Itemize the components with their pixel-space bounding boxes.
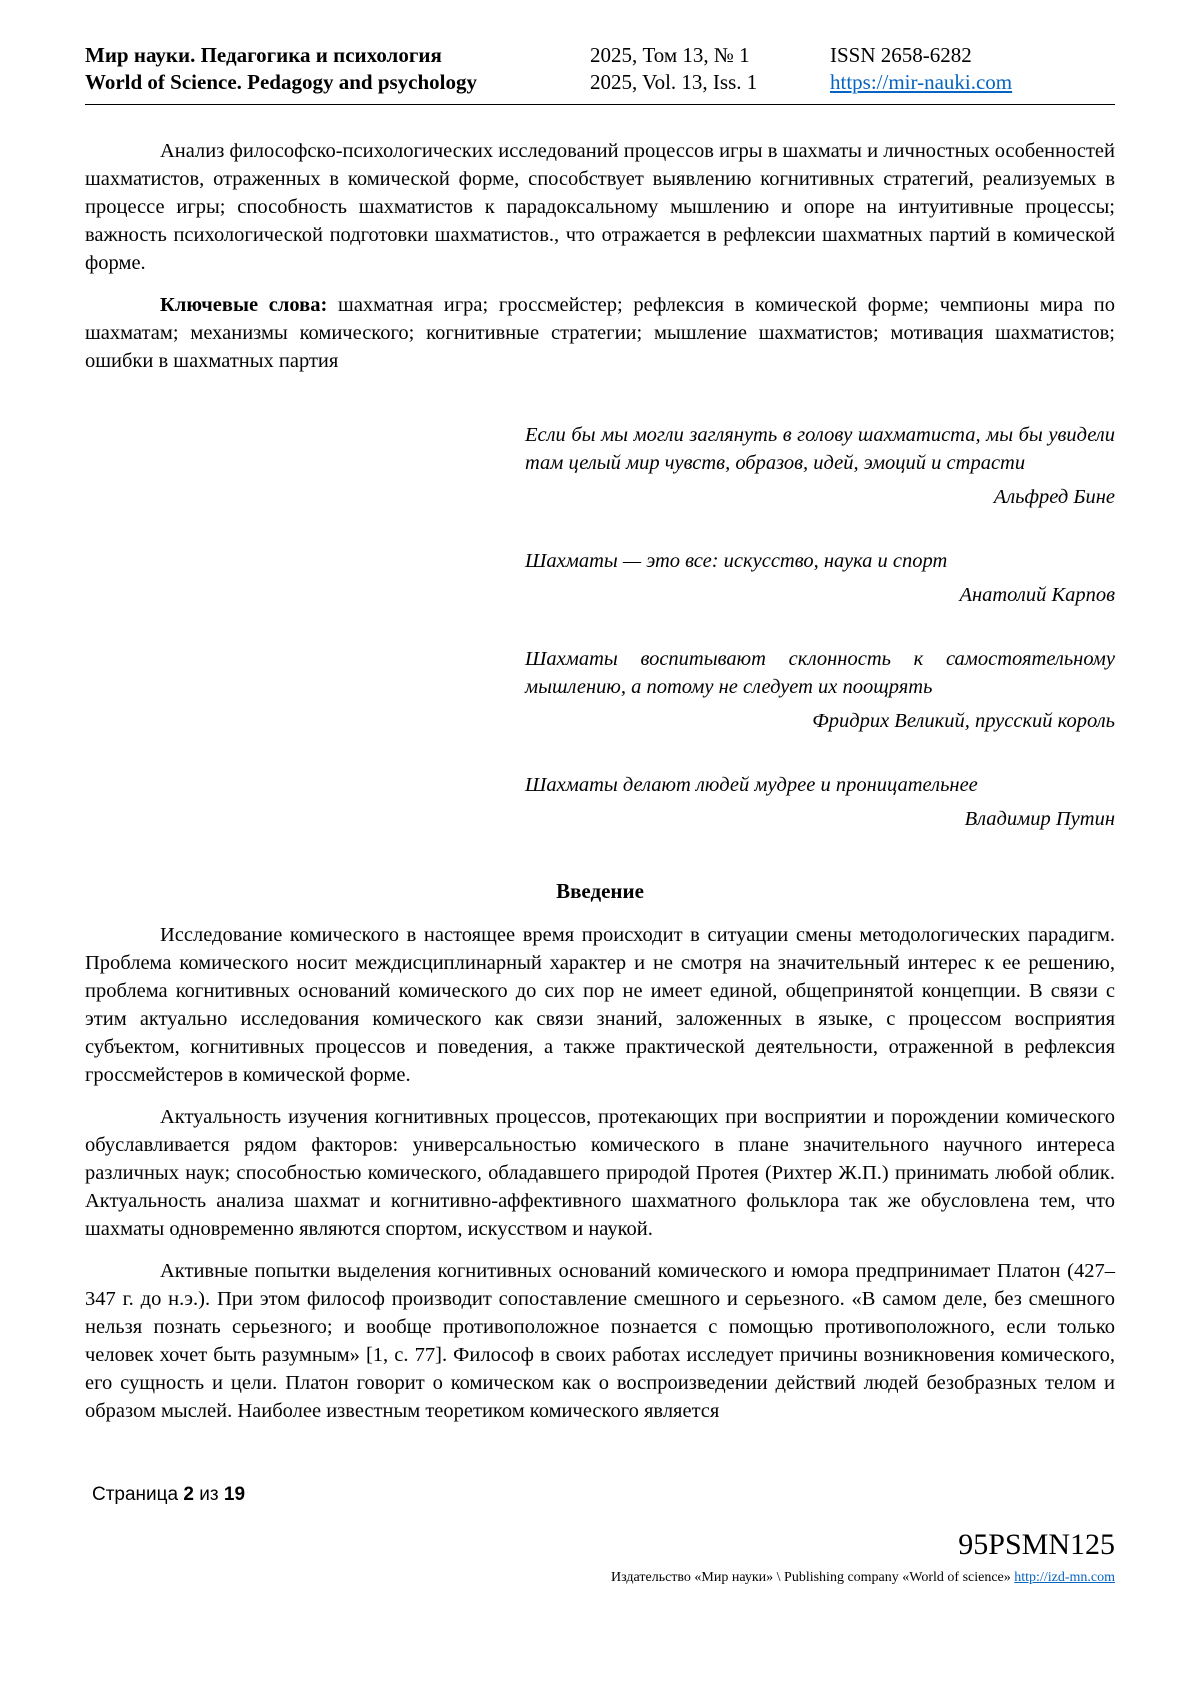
journal-site-link[interactable]: https://mir-nauki.com: [830, 70, 1013, 94]
epigraph-author: Фридрих Великий, прусский король: [812, 710, 1115, 732]
page-of: из: [199, 1484, 219, 1505]
header-divider: [85, 104, 1115, 105]
epigraph-text: Шахматы воспитывают склонность к самостоятельному мышлению, а потому не следует их поощрять: [525, 648, 1115, 698]
page-current: 2: [183, 1484, 194, 1505]
issn-block: [830, 42, 1115, 96]
epigraph-text: Если бы мы могли заглянуть в голову шахматиста, мы бы увидели там целый мир чувств, образов, идей, эмоций и страсти: [525, 424, 1115, 474]
page-total: 19: [223, 1484, 246, 1505]
epigraph-text: Шахматы делают людей мудрее и проницательнее: [525, 774, 978, 796]
publisher-site-link[interactable]: http://izd-mn.com: [1014, 1570, 1115, 1585]
publisher-line: [611, 1570, 1115, 1586]
issue-info-block: [590, 42, 830, 96]
issue-info-ru: 2025, Том 13, № 1: [590, 43, 750, 67]
keywords-label: Ключевые слова:: [160, 294, 328, 316]
epigraph: [525, 645, 1115, 735]
epigraphs-block: [525, 421, 1115, 833]
journal-title-en: World of Science. Pedagogy and psychology: [85, 70, 478, 94]
journal-header: [85, 42, 1115, 96]
page-number-label: [92, 1484, 245, 1506]
section-title-introduction: Введение: [556, 879, 644, 903]
intro-paragraph-1: Исследование комического в настоящее время происходит в ситуации смены методологических парадигм. Проблема комического носит междисциплинарный характер и не смотря на значительный интерес к ее решению, проблема когнитивных оснований комического до сих пор не имеет единой, общепринятой концепции. В связи с этим актуально исследования комического как связи знаний, заложенных в языке, с процессом восприятия субъектом, когнитивных процессов и поведения, а также практической деятельности, отраженной в рефлексия гроссмейстеров в комической форме.: [85, 924, 1115, 1086]
journal-title-ru: Мир науки. Педагогика и психология: [85, 43, 442, 67]
issn-number: ISSN 2658-6282: [830, 43, 972, 67]
issue-info-en: 2025, Vol. 13, Iss. 1: [590, 70, 758, 94]
publisher-text: Издательство «Мир науки» \ Publishing company «World of science»: [611, 1570, 1011, 1585]
intro-paragraph-3: Активные попытки выделения когнитивных оснований комического и юмора предпринимает Платон (427–347 г. до н.э.). При этом философ производит сопоставление смешного и серьезного. «В самом деле, без смешного нельзя познать серьезного; и вообще противоположное познается с помощью противоположного, если только человек хочет быть разумным» [1, с. 77]. Философ в своих работах исследует причины возникновения комического, его сущность и цели. Платон говорит о комическом как о воспроизведении действий людей безобразных телом и образом мыслей. Наиболее известным теоретиком комического является: [85, 1260, 1115, 1422]
intro-paragraph-2: Актуальность изучения когнитивных процессов, протекающих при восприятии и порождении комического обуславливается рядом факторов: универсальностью комического в плане значительного научного интереса различных наук; способностью комического, обладавшего природой Протея (Рихтер Ж.П.) принимать любой облик. Актуальность анализа шахмат и когнитивно-аффективного шахматного фольклора так же обусловлена тем, что шахматы одновременно являются спортом, искусством и наукой.: [85, 1106, 1115, 1240]
epigraph-author: Альфред Бине: [993, 486, 1115, 508]
epigraph-author: Владимир Путин: [964, 808, 1115, 830]
epigraph: [525, 547, 1115, 609]
keywords-paragraph: [85, 291, 1115, 375]
article-content: [85, 137, 1115, 1425]
journal-title-block: [85, 42, 590, 96]
page-prefix: Страница: [92, 1484, 179, 1505]
epigraph: [525, 771, 1115, 833]
article-id: 95PSMN125: [958, 1528, 1115, 1561]
epigraph: [525, 421, 1115, 511]
keywords-text: шахматная игра; гроссмейстер; рефлексия в комической форме; чемпионы мира по шахматам; механизмы комического; когнитивные стратегии; мышление шахматистов; мотивация шахматистов; ошибки в шахматных партия: [85, 294, 1115, 372]
epigraph-author: Анатолий Карпов: [959, 584, 1115, 606]
abstract-paragraph: Анализ философско-психологических исследований процессов игры в шахматы и личностных особенностей шахматистов, отраженных в комической форме, способствует выявлению когнитивных стратегий, реализуемых в процессе игры; способность шахматистов к парадоксальному мышлению и опоре на интуитивные процессы; важность психологической подготовки шахматистов., что отражается в рефлексии шахматных партий в комической форме.: [85, 140, 1115, 274]
epigraph-text: Шахматы — это все: искусство, наука и спорт: [525, 550, 948, 572]
